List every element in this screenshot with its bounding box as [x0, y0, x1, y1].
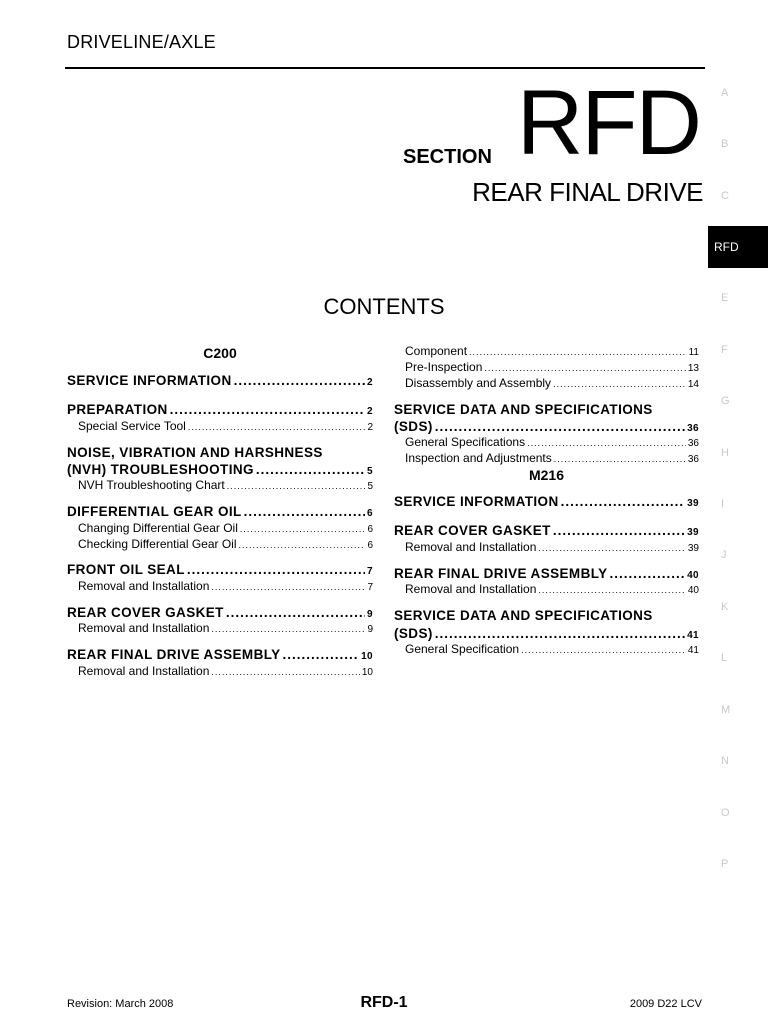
toc-entry-title: Pre-Inspection	[405, 360, 483, 374]
toc-subentry[interactable]	[78, 419, 373, 433]
toc-entry-title: Checking Differential Gear Oil	[78, 537, 237, 551]
toc-entry-title-line1: SERVICE DATA AND SPECIFICATIONS	[394, 402, 653, 417]
toc-entry[interactable]	[67, 373, 373, 388]
footer-model: 2009 D22 LCV	[629, 998, 702, 1010]
section-tab-j[interactable]: J	[721, 549, 727, 561]
leader-dots	[469, 347, 687, 357]
toc-entry-page: 39	[687, 527, 699, 538]
toc-entry[interactable]	[394, 419, 699, 434]
footer-page-number: RFD-1	[360, 994, 408, 1011]
footer-revision: Revision: March 2008	[67, 998, 174, 1010]
leader-dots	[484, 363, 686, 373]
leader-dots	[227, 481, 366, 491]
toc-entry-page: 11	[688, 347, 699, 358]
section-tab-k[interactable]: K	[721, 601, 729, 613]
toc-entry-page: 36	[687, 454, 699, 465]
toc-entry-page: 2	[367, 406, 373, 417]
leader-dots	[553, 523, 685, 538]
toc-entry-title: Removal and Installation	[78, 621, 210, 635]
section-index-tabs	[708, 0, 768, 1024]
leader-dots	[240, 524, 366, 534]
toc-entry-title: REAR COVER GASKET	[67, 605, 224, 620]
toc-entry-title: Removal and Installation	[78, 664, 210, 678]
toc-entry-title: REAR FINAL DRIVE ASSEMBLY	[394, 566, 608, 581]
toc-entry-page: 41	[687, 645, 699, 656]
toc-entry-title-line1: SERVICE DATA AND SPECIFICATIONS	[394, 608, 653, 623]
leader-dots	[527, 438, 686, 448]
toc-entry-page: 13	[687, 363, 699, 374]
leader-dots	[256, 462, 365, 477]
leader-dots	[538, 543, 685, 553]
toc-subentry[interactable]	[405, 642, 699, 656]
toc-entry-page: 40	[687, 585, 699, 596]
leader-dots	[553, 379, 686, 389]
section-title: REAR FINAL DRIVE	[472, 177, 703, 207]
section-tab-e[interactable]: E	[721, 292, 729, 304]
toc-entry-page: 6	[367, 524, 373, 535]
toc-entry-title: Inspection and Adjustments	[405, 451, 552, 465]
toc-entry-page: 6	[367, 540, 373, 551]
section-tab-c[interactable]: C	[721, 190, 729, 202]
toc-entry-title: Special Service Tool	[78, 419, 186, 433]
toc-subentry[interactable]	[78, 521, 373, 535]
contents-title: CONTENTS	[323, 294, 445, 319]
toc-entry[interactable]	[67, 647, 373, 662]
toc-entry-title: SERVICE INFORMATION	[394, 494, 559, 509]
toc-entry[interactable]	[394, 494, 699, 509]
leader-dots	[187, 562, 365, 577]
toc-entry-title: PREPARATION	[67, 402, 168, 417]
leader-dots	[211, 667, 359, 677]
toc-entry-title: General Specification	[405, 642, 520, 656]
header-divider	[65, 67, 705, 69]
toc-subentry[interactable]	[78, 478, 373, 492]
toc-entry[interactable]	[394, 566, 699, 581]
toc-entry-page: 6	[367, 508, 373, 519]
section-tab-p[interactable]: P	[721, 858, 729, 870]
section-tab-rfd-active[interactable]: RFD	[708, 226, 768, 268]
toc-entry-page: 9	[367, 624, 373, 635]
section-code: RFD	[516, 72, 700, 174]
toc-entry-title: REAR COVER GASKET	[394, 523, 551, 538]
leader-dots	[435, 626, 685, 641]
toc-entry-title: Removal and Installation	[405, 540, 537, 554]
leader-dots	[538, 585, 685, 595]
leader-dots	[554, 454, 686, 464]
leader-dots	[244, 504, 365, 519]
toc-entry-page: 7	[367, 582, 373, 593]
section-tab-b[interactable]: B	[721, 138, 729, 150]
toc-subentry[interactable]	[405, 451, 699, 465]
toc-entry-title: FRONT OIL SEAL	[67, 562, 185, 577]
toc-entry-page: 5	[367, 466, 373, 477]
toc-entry[interactable]	[394, 523, 699, 538]
toc-entry-page: 41	[687, 630, 699, 641]
toc-entry-title: SERVICE INFORMATION	[67, 373, 232, 388]
toc-subentry[interactable]	[405, 344, 699, 358]
section-tab-h[interactable]: H	[721, 447, 729, 459]
toc-subentry[interactable]	[405, 360, 699, 374]
toc-entry-page: 5	[367, 481, 373, 492]
leader-dots	[188, 422, 366, 432]
toc-entry-title: Removal and Installation	[78, 579, 210, 593]
toc-entry-page: 36	[687, 438, 699, 449]
toc-subentry[interactable]	[405, 582, 699, 596]
toc-subentry[interactable]	[405, 435, 699, 449]
section-tab-a[interactable]: A	[721, 87, 729, 99]
toc-subentry[interactable]	[405, 376, 699, 390]
toc-entry-page: 9	[367, 609, 373, 620]
leader-dots	[283, 647, 360, 662]
toc-entry[interactable]	[67, 562, 373, 577]
toc-entry-title: Removal and Installation	[405, 582, 537, 596]
toc-entry-page: 10	[361, 667, 373, 678]
toc-entry-page: 39	[687, 498, 699, 509]
toc-entry-title: (SDS)	[394, 626, 433, 641]
leader-dots	[610, 566, 686, 581]
toc-entry[interactable]	[67, 402, 373, 417]
section-tab-o[interactable]: O	[721, 807, 730, 819]
leader-dots	[211, 624, 365, 634]
toc-subentry[interactable]	[78, 579, 373, 593]
leader-dots	[561, 494, 685, 509]
leader-dots	[170, 402, 365, 417]
toc-entry[interactable]	[67, 504, 373, 519]
leader-dots	[211, 582, 365, 592]
toc-entry-title: (SDS)	[394, 419, 433, 434]
toc-entry-title: REAR FINAL DRIVE ASSEMBLY	[67, 647, 281, 662]
section-tab-l[interactable]: L	[721, 652, 728, 664]
toc-entry[interactable]	[394, 626, 699, 641]
group-title: DRIVELINE/AXLE	[67, 32, 216, 52]
engine-heading-m216: M216	[528, 467, 565, 483]
toc-entry-title: (NVH) TROUBLESHOOTING	[67, 462, 254, 477]
toc-entry-title: General Specifications	[405, 435, 526, 449]
toc-entry-page: 2	[367, 422, 373, 433]
toc-entry-page: 2	[367, 377, 373, 388]
toc-entry[interactable]	[67, 462, 373, 477]
toc-entry-title: Component	[405, 344, 468, 358]
toc-entry-page: 39	[687, 543, 699, 554]
toc-entry-title: Disassembly and Assembly	[405, 376, 552, 390]
toc-entry-page: 36	[687, 423, 699, 434]
toc-entry-page: 7	[367, 566, 373, 577]
toc-entry-title: NVH Troubleshooting Chart	[78, 478, 225, 492]
leader-dots	[435, 419, 685, 434]
section-tab-m[interactable]: M	[721, 704, 731, 716]
section-tab-f[interactable]: F	[721, 344, 728, 356]
toc-subentry[interactable]	[405, 540, 699, 554]
leader-dots	[226, 605, 365, 620]
toc-entry-page: 10	[361, 651, 373, 662]
toc-subentry[interactable]	[78, 621, 373, 635]
toc-entry-page: 40	[687, 570, 699, 581]
leader-dots	[239, 540, 366, 550]
toc-entry-title: Changing Differential Gear Oil	[78, 521, 238, 535]
leader-dots	[234, 373, 365, 388]
section-tab-i[interactable]: I	[721, 498, 725, 510]
toc-entry-page: 14	[687, 379, 699, 390]
section-tab-n[interactable]: N	[721, 755, 729, 767]
toc-entry-title: DIFFERENTIAL GEAR OIL	[67, 504, 242, 519]
section-tab-g[interactable]: G	[721, 395, 730, 407]
engine-heading-c200: C200	[203, 345, 237, 361]
leader-dots	[521, 645, 686, 655]
toc-subentry[interactable]	[78, 537, 373, 551]
toc-entry-title-line1: NOISE, VIBRATION AND HARSHNESS	[67, 445, 323, 460]
toc-subentry[interactable]	[78, 664, 373, 678]
section-label: SECTION	[403, 146, 492, 168]
toc-entry[interactable]	[67, 605, 373, 620]
